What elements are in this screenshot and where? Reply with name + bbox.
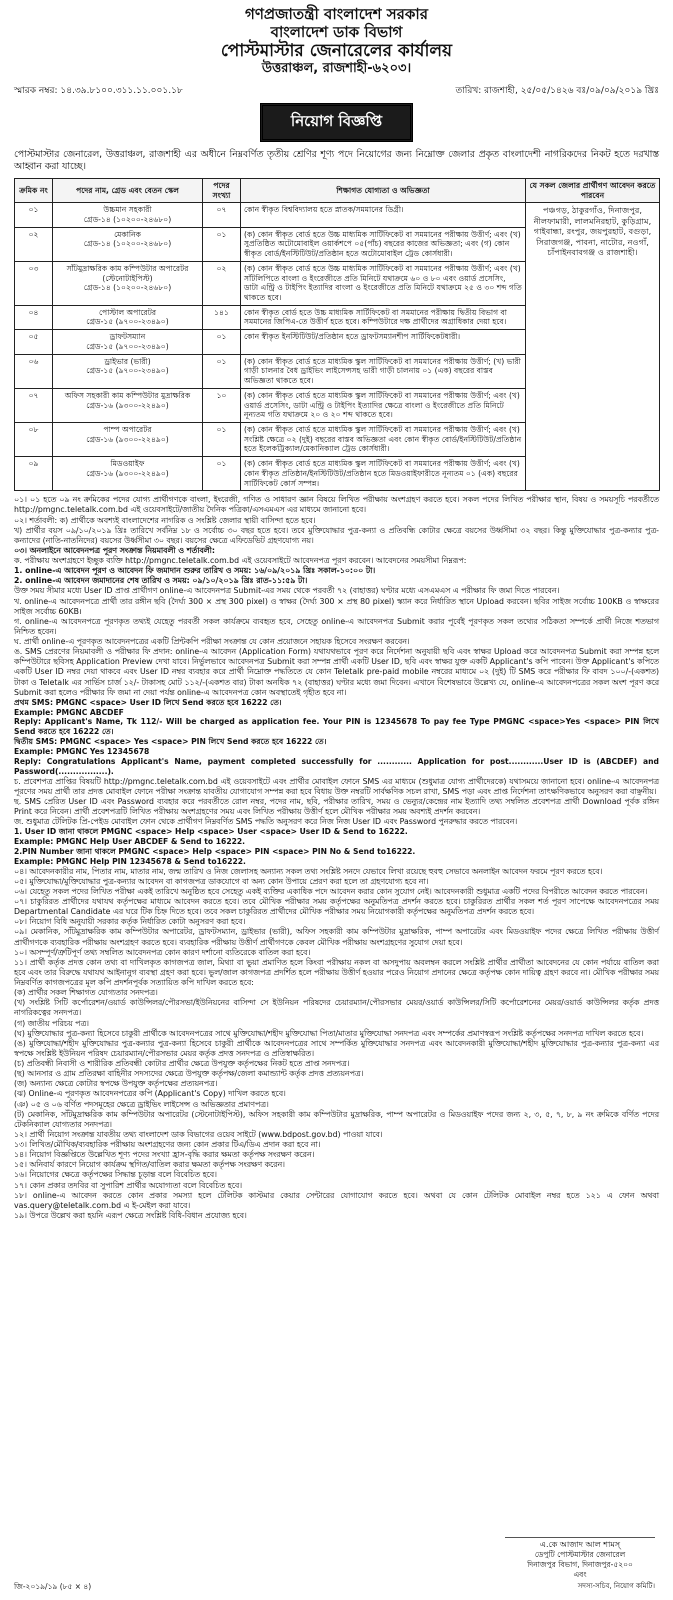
department-line: বাংলাদেশ ডাক বিভাগ [270,22,403,41]
intro-text: পোস্টমাস্টার জেনারেল, উত্তরাঞ্চল, রাজশাহী এর অধীনে নিম্নবর্ণিত তৃতীয় শ্রেণির শূণ্য পদে নিয়োগের জন্য নিম্নোক্ত জেলার প্রকৃত বাংলাদেশী নাগরিকদের নিকট হতে দরখাস্ত আহ্বান করা যাচ্ছে। [14,148,659,173]
col-post: পদের নাম, গ্রেড এবং বেতন স্কেল [53,178,203,202]
post-name: ড্রাফটসম্যান [109,332,146,342]
cell-post [53,422,203,456]
cell-serial: ০৬ [15,354,53,388]
recover-pin-example: Example: PMGNC Help PIN 12345678 & Send to16222. [14,856,246,866]
post-name: অফিস সহকারী কাম কম্পিউটার মুদ্রাক্ষরিক [64,390,191,400]
cell-qualification: কোন স্বীকৃত ইনস্টিটিউট/প্রতিষ্ঠান হতে ড্রাফটসম্যানশীপ সার্টিফিকেটধারী। [241,330,526,354]
post-grade: গ্রেড-১৫ (৯৭০০-২৩৪৯০) [86,366,169,376]
note-01: ০১। ০১ হতে ০৯ নং ক্রমিকের পদের যোগ্য প্রার্থীগণকে বাংলা, ইংরেজী, গণিত ও সাধারণ জ্ঞান বিষয়ে লিখিত পরীক্ষায় অংশগ্রহণ করতে হবে। সকল পদের লিখিত পরীক্ষার স্থান, বিষয় ও সময়সূচি পরবর্তীতে http://pmgnc.teletalk.com.bd এই ওয়েবসাইটে/জাতীয় দৈনিক পত্রিকা/এসএমএস এর মাধ্যমে জানানো হবে। [14,495,659,515]
sms-second-reply: Reply: Congratulations Applicant's Name, payment completed successfully for ............ Application for post............User ID is (ABCDEF) and Password(.................). [14,756,659,776]
note-11-ga: (গ) জাতীয় পরিচয় পত্র। [14,1018,89,1028]
signatory-office: দিনাজপুর বিভাগ, দিনাজপুর-৫২০০ [527,1560,633,1570]
post-grade: গ্রেড-১৪ (১০২০০-২৪৬৮০) [83,283,172,293]
signatory-role: সদস্য-সচিব, নিয়োগ কমিটি। [577,1582,655,1590]
post-name: পোস্টাল অপারেটর [98,307,157,317]
cell-count: ১০ [203,388,241,422]
cell-post [53,457,203,491]
cell-serial: ০৯ [15,457,53,491]
col-districts: যে সকল জেলার প্রার্থীগণ আবেদন করতে পারবেন [526,178,660,202]
note-11: ১১। প্রার্থী কর্তৃক প্রদত্ত কোন তথ্য বা দাখিলকৃত কাগজপত্র জাল, মিথ্যা বা ভুয়া প্রমাণিত হলে কিংবা পরীক্ষায় নকল বা অসদুপায় অবলম্বন করলে সংশ্লিষ্ট প্রার্থীর প্রার্থীতা আবেদনের যে কোন পর্যায়ে বাতিল করা হবে এবং তার বিরুদ্ধে যথাযথ আইনানুগ ব্যবস্থা গ্রহণ করা হবে। ভুল/জাল কাগজপত্র প্রদর্শিত হলে পরীক্ষায় উত্তীর্ণ হওয়ার পরেও নিয়োগ প্রদানের ক্ষেত্রে কর্তৃপক্ষ কোন দায়িত্ব গ্রহণ করবে না। মৌখিক পরীক্ষার সময় নিম্নবর্ণিত কাগজপত্রের মূল কপি প্রদর্শনপূর্বক সত্যায়িত কপি দাখিল করতে হবে: [14,957,659,988]
col-count: পদের সংখ্যা [203,178,241,202]
note-10: ১০। অসম্পূর্ণ/ত্রুটিপূর্ণ তথ্য সম্বলিত আবেদনপত্র কোন কারণ দর্শানো ব্যতিরেকে বাতিল করা হবে। [14,947,311,957]
table-header-row [15,178,660,202]
note-03a1: 1. online-এ আবেদন পূরণ ও আবেদন ফি জমাদান শুরুর তারিখ ও সময়: ১৬/০৯/২০১৯ খ্রিঃ সকাল-১০:০০ টা। [14,566,376,576]
print-code: জি-২০১৯/১৯ (৮৫ × ৪) [14,1582,92,1591]
note-03h: জ. শুধুমাত্র টেলিটক প্রি-পেইড মোবাইল ফোন থেকে প্রার্থীগণ নিম্নবর্ণিত SMS পদ্ধতি অনুসরণ করে নিজ নিজ User ID এবং Password পুনরুদ্ধার করতে পারবেন। [14,817,518,827]
note-03a3: উক্ত সময় সীমার মধ্যে User ID প্রাপ্ত প্রার্থীগণ online-এ আবেদনপত্র Submit-এর সময় থেকে পরবর্তী ৭২ (বাহাত্তর) ঘণ্টার মধ্যে এসএমএস এ পরীক্ষার ফি জমা দিতে পারবেন। [14,586,560,596]
note-03c: গ. online-এ আবেদনপত্রে পূরণকৃত তথ্যই যেহেতু পরবর্তী সকল কার্যক্রমে ব্যবহৃত হবে, সেহেতু online-এ আবেদনপত্র Submit করার পূর্বেই পূরণকৃত সকল তথ্যের সঠিকতা সম্পর্কে প্রার্থী নিজে শতভাগ নিশ্চিত হবেন। [14,616,660,636]
note-04: ০৪। আবেদনকারীর নাম, পিতার নাম, মাতার নাম, জন্ম তারিখ ও নিজ জেলাসহ অন্যান্য সকল তথ্য সংশ্লিষ্ট সনদে যেভাবে লিখা রয়েছে হুবহু সেভাবে অনলাইন আবেদন ফরমে পূরণ করতে হবে। [14,866,603,876]
note-11-kha: (খ) সংশ্লিষ্ট সিটি কর্পোরেশন/ওয়ার্ড কাউন্সিলর/পৌরসভা/ইউনিয়নের বাসিন্দা সে ইউনিয়ন পরিষদের চেয়ারম্যান/পৌরসভার মেয়র/ওয়ার্ড কাউন্সিলর/সিটি কর্পোরেশনের মেয়র/ওয়ার্ড কাউন্সিলর কর্তৃক প্রদত্ত নাগরিকত্বের সনদপত্র। [14,998,659,1018]
cell-qualification: (ক) কোন স্বীকৃত বোর্ড হতে মাধ্যমিক স্কুল সার্টিফিকেট বা সমমানের পরীক্ষায় উত্তীর্ণ; এবং (খ) কোন স্বীকৃত প্রতিষ্ঠান/ইনস্টিটিউট/প্রতিষ্ঠান হতে মিডওয়াইফারীতে নূন্যতম ০১ (এক) বছরের সার্টিফিকেট কোর্স সম্পন্ন। [241,457,526,491]
note-11-chha: (ছ) আনসার ও গ্রাম প্রতিরক্ষা বাহিনীর সদস্যদের ক্ষেত্রে উপযুক্ত কর্তৃপক্ষ/জেলা কমান্ড্যান্ট কর্তৃক প্রদত্ত প্রত্যয়নপত্র। [14,1069,364,1079]
note-05: ০৫। মুক্তিযোদ্ধা/মুক্তিযোদ্ধার পুত্র-কন্যার আবেদন বা কাগজপত্র ডাকযোগে বা অন্য কোন উপায়ে প্রেরণ করা হলে তা গ্রহণযোগ্য হবে না। [14,876,429,886]
office-line: পোস্টমাস্টার জেনারেলের কার্যালয় [220,41,453,62]
note-09: ০৯। মেকানিক, সাঁটমুদ্রাক্ষরিক কাম কম্পিউটার অপারেটর, ড্রাফটসম্যান, ড্রাইভার (ভারী), অফিস সহকারী কাম কম্পিউটার মুদ্রাক্ষরিক, পাম্প অপারেটর এবং মিডওয়াইফ পদের ক্ষেত্রে লিখিত পরীক্ষায় উত্তীর্ণ প্রার্থীগণকে ব্যবহারিক পরীক্ষায় অংশগ্রহণ করতে হবে। ব্যবহারিক পরীক্ষায় উত্তীর্ণ প্রার্থীগণকে কেবল মৌখিক পরীক্ষায় অংশগ্রহণের সুযোগ দেয়া হবে। [14,927,659,947]
note-13: ১৩। লিখিত/মৌখিক/ব্যবহারিক পরীক্ষায় অংশগ্রহণের জন্য কোন প্রকার টিএ/ডিএ প্রদান করা হবে না। [14,1140,321,1150]
office-header [14,6,659,77]
note-19: ১৯। উপরে উল্লেখ করা হয়নি এরূপ ক্ষেত্রে সংশ্লিষ্ট বিধি-বিধান প্রযোজ্য হবে। [14,1210,247,1220]
signatory-name: এ.কে আজাদ আল শামস্ [505,1537,655,1550]
cell-qualification: (ক) কোন স্বীকৃত বোর্ড হতে মাধ্যমিক স্কুল সার্টিফিকেট বা সমমানের পরীক্ষায় উত্তীর্ণ; এবং (খ) সংশ্লিষ্ট ক্ষেত্রে ০২ (দুই) বছরের বাস্তব অভিজ্ঞতা এবং কোন স্বীকৃত বোর্ড/ইনস্টিটিউট/প্রতিষ্ঠান হতে ইলেকট্রিক্যাল/মেকানিক্যাল ট্রেড কোর্সধারী। [241,422,526,456]
cell-count: ০১ [203,457,241,491]
signature-block [505,1537,655,1580]
cell-qualification: কোন স্বীকৃত বোর্ড হতে উচ্চ মাধ্যমিক সার্টিফিকেট বা সমমানের পরীক্ষায় দ্বিতীয় বিভাগ বা সমমানের জিপিএ-তে উত্তীর্ণ হতে হবে। কম্পিউটারে দক্ষ প্রার্থীদের অগ্রাধিকার দেয়া হবে। [241,305,526,329]
post-name: মেকানিক [114,229,141,239]
cell-count: ০১ [203,354,241,388]
cell-post [53,330,203,354]
sms-first-example: Example: PMGNC ABCDEF [14,707,124,717]
signatory-and: এবং [573,1569,587,1579]
note-11-ta: (ট) মেকানিক, সাঁটমুদ্রাক্ষরিক কাম কম্পিউটার অপারেটর (স্টেনোটাইপিস্ট), অফিস সহকারী কাম কম্পিউটার মুদ্রাক্ষরিক, পাম্প অপারেটর ও মিডওয়াইফ পদের জন্য ২, ৩, ৫, ৭, ৮, ৯ নং ক্রমিকে বর্ণিত পদের টেকনিক্যাল যোগ্যতার সনদপত্র। [14,1109,659,1129]
post-grade: গ্রেড-১৫ (৯৭০০-২৩৪৯০) [86,317,169,327]
note-11-cha: (চ) প্রতিবন্ধী নিবাসী ও শারীরিক প্রতিবন্ধী কোটার প্রার্থীর ক্ষেত্রে উপযুক্ত কর্তৃপক্ষের নিকট হতে প্রাপ্ত সনদপত্র। [14,1059,350,1069]
post-grade: গ্রেড-১৬ (৯৩০০-২২৪৯০) [86,400,169,410]
cell-qualification: (ক) কোন স্বীকৃত বোর্ড হতে উচ্চ মাধ্যমিক সার্টিফিকেট বা সমমানের পরীক্ষায় উত্তীর্ণ; এবং (খ) সুপ্রতিষ্ঠিত অটোমোবাইল ওয়ার্কশপে ০৫(পাঁচ) বছরের কাজের অভিজ্ঞতা; এবং (গ) কোন স্বীকৃত বোর্ড/ইনস্টিটিউট/প্রতিষ্ঠান হতে অটোমোবাইল ট্রেড কোর্সধারী। [241,227,526,261]
cell-count: ১৪১ [203,305,241,329]
post-grade: গ্রেড-১৬ (৯৩০০-২২৪৯০) [86,434,169,444]
note-17: ১৭। কোন প্রকার তদবির বা সুপারিশ প্রার্থীর অযোগ্যতা বলে বিবেচিত হবে। [14,1180,243,1190]
note-03e: ঙ. SMS প্রেরণের নিয়মাবলী ও পরীক্ষার ফি প্রদান: online-এ আবেদন (Application Form) যথাযথভাবে পূরণ করে নির্দেশনা অনুযায়ী ছবি এবং স্বাক্ষর Upload করে আবেদনপত্র Submit করা সম্পন্ন হলে কম্পিউটারে ছবিসহ Application Preview দেখা যাবে। নির্ভুলভাবে আবেদনপত্র Submit করা সম্পন্ন প্রার্থী একটি User ID, ছবি এবং স্বাক্ষর যুক্ত একটি Applicant's কপি পাবেন। উক্ত Applicant's কপিতে একটি User ID নম্বর দেয়া থাকবে এবং User ID নম্বর ব্যবহার করে প্রার্থী নিম্নোক্ত পদ্ধতিতে যে কোন Teletalk pre-paid mobile নম্বরের মাধ্যমে ০২ (দুই) টি SMS করে পরীক্ষার ফি বাবদ ১০০/-(একশত) টাকা ও Teletalk এর সার্ভিস চার্জ ১২/- টাকাসহ মোট ১১২/-(একশত বার) টাকা অনধিক ৭২ (বাহাত্তর) ঘণ্টার মধ্যে জমা দিবেন। এখানে বিশেষভাবে উল্লেখ্য যে, online-এ আবেদনপত্রের সকল অংশ পূরণ করে Submit করা হলেও পরীক্ষার ফি জমা না দেয়া পর্যন্ত online-এ আবেদনপত্র কোন অবস্থাতেই গৃহীত হবে না। [14,647,659,697]
post-name: সাঁটমুদ্রাক্ষরিক কাম কম্পিউটার অপারেটর (স্টেনোটাইপিস্ট) [66,263,189,283]
note-11-jha: (ঝ) Online-এ পূরণকৃত আবেদনপত্রের কপি (Applicant's Copy) দাখিল করতে হবে। [14,1089,286,1099]
post-name: ড্রাইভার (ভারী) [104,356,151,366]
note-12: ১২। প্রার্থী নিয়োগ সংক্রান্ত যাবতীয় তথ্য বাংলাদেশ ডাক বিভাগের ওয়েব সাইটে (www.bdpost.gov.bd) পাওয়া যাবে। [14,1129,383,1139]
cell-serial: ০৮ [15,422,53,456]
note-18: ১৮। online-এ আবেদন করতে কোন প্রকার সমস্যা হলে টেলিটক কাস্টমার কেয়ার সেন্টারের যোগাযোগ করতে হবে। অথবা যে কোন টেলিটক মোবাইল নম্বর হতে ১২১ এ ফোন অথবা vas.query@teletalk.com.bd এ ই-মেইল করা যাবে। [14,1190,659,1210]
note-02b: খ) প্রার্থীর বয়স ০৯/১০/২০১৯ খ্রিঃ তারিখে সর্বনিম্ন ১৮ ও সর্বোচ্চ ৩০ বছর হতে হবে। তবে মুক্তিযোদ্ধার পুত্র-কন্যা ও প্রতিবন্ধি কোটার ক্ষেত্রে বয়সের উর্ধ্বসীমা ৩২ বছর। কিন্তু মুক্তিযোদ্ধার পুত্র-কন্যার পুত্র-কন্যাদের (নাতি-নাতনিদের) বয়সের উর্ধ্বসীমা ৩০ বছর। বয়সের ক্ষেত্রে এফিডেভিট গ্রহণযোগ্য নয়। [14,525,659,545]
recover-pin: 2.PIN Number জানা থাকলে PMGNC <space> Help <space> PIN <space> PIN No & Send to16222. [14,846,416,856]
notes-section [14,495,659,1221]
cell-post [53,261,203,305]
note-14: ১৪। নিয়োগ বিজ্ঞপ্তিতে উল্লেখিত শূণ্য পদের সংখ্যা হ্রাস-বৃদ্ধি করার ক্ষমতা কর্তৃপক্ষ সংরক্ষণ করেন। [14,1150,315,1160]
sms-second-example: Example: PMGNC Yes 12345678 [14,747,150,757]
cell-serial: ০৩ [15,261,53,305]
note-11-uma: (ঙ) মুক্তিযোদ্ধা/শহীদ মুক্তিযোদ্ধার পুত্র-কন্যার পুত্র-কন্যা হিসেবে চাকুরী প্রার্থীকে আবেদনপত্রের সাথে সম্পর্কিত মুক্তিযোদ্ধার সনদপত্র এবং আবেদনকারী মুক্তিযোদ্ধা/শহীদ মুক্তিযোদ্ধার পুত্র-কন্যার পুত্র-কন্যা এর স্বপক্ষে সংশ্লিষ্ট ইউনিয়ন পরিষদ চেয়ারম্যান/পৌরসভার মেয়র কর্তৃক প্রদত্ত সনদপত্র ও প্রতিস্বাক্ষরিত। [14,1038,659,1058]
cell-count: ০১ [203,422,241,456]
note-16: ১৬। নিয়োগের ক্ষেত্রে কর্তৃপক্ষের সিদ্ধান্ত চূড়ান্ত বলে বিবেচিত হবে। [14,1170,217,1180]
cell-serial: ০৭ [15,388,53,422]
note-03g: ছ. SMS প্রেরিত User ID এবং Password ব্যবহার করে পরবর্তীতে রোল নম্বর, পদের নাম, ছবি, পরীক্ষার তারিখ, সময় ও ভেন্যুর/কেন্দ্রের নাম ইত্যাদি তথ্য সম্বলিত প্রবেশপত্র প্রার্থী Download পূর্বক রঙ্গিন Print করে নিবেন। প্রার্থী প্রবেশপত্রটি লিখিত পরীক্ষায় অংশগ্রহণের সময় এবং লিখিত পরীক্ষায় উত্তীর্ণ হলে মৌখিক পরীক্ষার সময় অবশ্যই প্রদর্শন করবেন। [14,796,659,816]
post-grade: গ্রেড-১৪ (১০২০০-২৪৬৮০) [83,239,172,249]
note-03a2: 2. online-এ আবেদন জমাদানের শেষ তারিখ ও সময়: ০৯/১০/২০১৯ খ্রিঃ রাত-১১:৫৯ টা। [14,576,308,586]
cell-districts: পঞ্চগড়, ঠাকুরগাঁও, দিনাজপুর, নীলফামারী, লালমনিরহাট, কুড়িগ্রাম, গাইবান্ধা, রংপুর, জয়পুরহাট, বগুড়া, সিরাজগঞ্জ, পাবনা, নাটোর, নওগাঁ, চাঁপাইনবাবগঞ্জ ও রাজশাহী। [526,203,660,491]
address-line: উত্তরাঞ্চল, রাজশাহী-৬২০৩। [261,61,412,77]
banner-wrap [14,103,659,142]
post-grade: গ্রেড-১৪ (১০২০০-২৪৬৮০) [83,215,172,224]
gov-line: গণপ্রজাতন্ত্রী বাংলাদেশ সরকার [245,5,428,23]
note-03: ০৩। অনলাইনে আবেদনপত্র পূরণ সংক্রান্ত নিয়মাবলী ও শর্তাবলী: [14,545,215,555]
posts-table [14,178,660,491]
sms-first-reply: Reply: Applicant's Name, Tk 112/- Will be charged as application fee. Your PIN is 12345678 To pay fee Type PMGNC <space>Yes <space> PIN লিখে Send করতে হবে 16222 তে। [14,717,659,737]
note-11-gha: (ঘ) মুক্তিযোদ্ধার পুত্র-কন্যা হিসেবে চাকুরী প্রার্থীকে আবেদনপত্রের সাথে মুক্তিযোদ্ধা/শহীদ মুক্তিযোদ্ধা পিতা/মাতার মুক্তিযোদ্ধা সনদপত্র এবং সম্পর্কের প্রমাণস্বরূপ সংশ্লিষ্ট কর্তৃপক্ষের সনদপত্র দাখিল করতে হবে। [14,1028,644,1038]
cell-count: ০১ [203,227,241,261]
post-grade: গ্রেড-১৫ (৯৭০০-২৩৪৯০) [86,341,169,351]
cell-post [53,354,203,388]
post-grade: গ্রেড-১৬ (৯৩০০-২২৪৯০) [86,468,169,478]
cell-count: ০৭ [203,203,241,227]
cell-qualification: কোন স্বীকৃত বিশ্ববিদ্যালয় হতে স্নাতক/সমমানের ডিগ্রী। [241,203,526,227]
note-11-ja: (জ) অন্যান্য ক্ষেত্রে কোটার স্বপক্ষে উপযুক্ত কর্তৃপক্ষের প্রত্যয়নপত্র। [14,1079,218,1089]
cell-count: ০২ [203,261,241,305]
col-qualification: শিক্ষাগত যোগ্যতা ও অভিজ্ঞতা [241,178,526,202]
note-06: ০৬। যেহেতু সকল পদের লিখিত পরীক্ষা একই তারিখে অনুষ্ঠিত হবে সেহেতু একই ব্যক্তির একাধিক পদে আবেদন করার কোন সুযোগ নেই। আবেদনকারী শুধুমাত্র একটি পদের বিপরীতে আবেদন করতে পারবেন। [14,886,648,896]
table-row [15,203,660,227]
note-07: ০৭। চাকুরিরত প্রার্থীদের যথাযথ কর্তৃপক্ষের মাধ্যমে আবেদন করতে হবে। তবে মৌখিক পরীক্ষার সময় কর্তৃপক্ষের অনুমতিপত্র প্রদর্শন করতে হবে। চাকুরিরত প্রার্থীর সকল শর্ত পূরণ সাপেক্ষে আবেদনপত্রের সময় Departmental Candidate এর ঘরে টিক চিহ্ন দিতে হবে। তবে সকল চাকুরিরত প্রার্থীদের মৌখিক পরীক্ষার সময় নিয়োগকারী কর্তৃপক্ষের অনুমতিপত্র প্রদর্শন করতে হবে। [14,897,659,917]
post-name: উচ্চমান সহকারী [103,205,152,215]
note-03a: ক. পরীক্ষায় অংশগ্রহণে ইচ্ছুক ব্যক্তি http://pmgnc.teletalk.com.bd এই ওয়েবসাইটে আবেদনপত্র পূরণ করবেন। আবেদনের সময়সীমা নিম্নরূপ: [14,556,467,565]
cell-post [53,203,203,227]
notice-date: তারিখ: রাজশাহী, ২৫/০৫/১৪২৬ বঃ/০৯/০৯/২০১৯ খ্রিঃ [455,85,659,96]
cell-serial: ০৫ [15,330,53,354]
reference-row [14,83,659,98]
note-03b: খ. online-এ আবেদনপত্রে প্রার্থী তার রঙ্গীন ছবি (দৈর্ঘ্য 300 × প্রস্থ 300 pixel) ও স্বাক্ষর (দৈর্ঘ্য 300 × প্রস্থ 80 pixel) স্ক্যান করে নির্ধারিত স্থানে Upload করবেন। ছবির সাইজ সর্বোচ্চ 100KB ও স্বাক্ষরের সাইজ সর্বোচ্চ 60KB। [14,596,659,616]
note-11-ka: (ক) প্রার্থীর সকল শিক্ষাগত যোগ্যতার সনদপত্র। [14,988,158,998]
cell-qualification: (ক) কোন স্বীকৃত বোর্ড হতে উচ্চ মাধ্যমিক সার্টিফিকেট বা সমমানের পরীক্ষায় উত্তীর্ণ; এবং (খ) সাঁটলিপিতে বাংলা ও ইংরেজীতে প্রতি মিনিটে যথাক্রমে ৬০ ও ৮০ এবং ওয়ার্ড প্রসেসিং, ডাটা এন্ট্রি ও টাইপিং ইত্যাদির বাংলা ও ইংরেজীতে প্রতি মিনিটে যথাক্রমে ২৫ ও ৩০ শব্দ গতি থাকতে হবে। [241,261,526,305]
sms-first: প্রথম SMS: PMGNC <space> User ID লিখে Send করতে হবে 16222 তে। [14,697,282,707]
note-03f: চ. প্রবেশপত্র প্রাপ্তির বিষয়টি http://pmgnc.teletalk.com.bd এই ওয়েবসাইটে এবং প্রার্থীর মোবাইল ফোনে SMS এর মাধ্যমে (শুধুমাত্র যোগ্য প্রার্থীদেরকে) যথাসময়ে জানানো হবে। online-এ আবেদনপত্র পূরণের সময় প্রার্থী তার প্রদত্ত মোবাইল ফোনে পরীক্ষা সংক্রান্ত যাবতীয় যোগাযোগ সম্পন্ন করা হবে বিধায় উক্ত নম্বরটি সার্বক্ষণিক সচল রাখা, SMS পড়া এবং প্রাপ্ত নির্দেশনা তাৎক্ষণিকভাবে অনুসরণ করা বাঞ্ছনীয়। [14,776,659,796]
cell-serial: ০২ [15,227,53,261]
note-15: ১৫। অনিবার্য কারণে নিয়োগ কার্যক্রম স্থগিত/বাতিল করার ক্ষমতা কর্তৃপক্ষ সংরক্ষণ করেন। [14,1160,285,1170]
note-03d: ঘ. প্রার্থী online-এ পূরণকৃত আবেদনপত্রের একটি প্রিন্টকপি পরীক্ষা সংক্রান্ত যে কোন প্রয়োজনে সহায়ক হিসেবে সংরক্ষণ করবেন। [14,637,410,646]
post-name: পাম্প অপারেটর [103,424,152,434]
sms-second: দ্বিতীয় SMS: PMGNC <space> Yes <space> PIN লিখে Send করতে হবে 16222 তে। [14,737,327,747]
note-11-nya: (ঞ) ০৫ ও ০৬ বর্ণিত পদসমূহের ক্ষেত্রে ড্রাইভিং লাইসেন্স ও অভিজ্ঞতার প্রমাণপত্র। [14,1099,269,1109]
note-02a: ০২। শর্তাবলী: ক) প্রার্থীকে অবশ্যই বাংলাদেশের নাগরিক ও সংশ্লিষ্ট জেলার স্থায়ী বাসিন্দা হতে হবে। [14,515,316,525]
cell-post [53,388,203,422]
memo-number: স্মারক নম্বর: ১৪.৩৯.৮১০০.৩১১.১১.০০১.১৮ [14,85,183,96]
note-08: ০৮। নিয়োগ বিধি অনুযায়ী সরকার কর্তৃক নির্ধারিত কোটা অনুসরণ করা হবে। [14,917,246,927]
notice-title: নিয়োগ বিজ্ঞপ্তি [260,103,413,142]
col-serial: ক্রমিক নং [15,178,53,202]
cell-qualification: (ক) কোন স্বীকৃত বোর্ড হতে মাধ্যমিক স্কুল সার্টিফিকেট বা সমমানের পরীক্ষায় উত্তীর্ণ; এবং (খ) ওয়ার্ড প্রসেসিং, ডাটা এন্ট্রি ও টাইপিং ইত্যাদির ক্ষেত্রে বাংলা ও ইংরেজীতে প্রতি মিনিটে নূন্যতম গতি যথাক্রমে ২০ ও ২০ শব্দ থাকতে হবে। [241,388,526,422]
signatory-title: ডেপুটি পোস্টমাস্টার জেনারেল [534,1550,626,1560]
cell-post [53,227,203,261]
post-name: মিডওয়াইফ [110,459,145,469]
cell-qualification: (ক) কোন স্বীকৃত বোর্ড হতে মাধ্যমিক স্কুল সার্টিফিকেট বা সমমানের পরীক্ষায় উত্তীর্ণ; (খ) ভারী গাড়ী চালনার বৈধ ড্রাইভিং লাইসেন্সসহ ভারী গাড়ী চালনায় ০১ (এক) বছরের বাস্তব অভিজ্ঞতা থাকতে হবে। [241,354,526,388]
recover-user-id-example: Example: PMGNC Help User ABCDEF & Send to 16222. [14,837,246,847]
cell-serial: ০৪ [15,305,53,329]
cell-serial: ০১ [15,203,53,227]
recover-user-id: 1. User ID জানা থাকলে PMGNC <space> Help <space> User <space> User ID & Send to 16222. [14,827,408,837]
cell-post [53,305,203,329]
cell-count: ০১ [203,330,241,354]
